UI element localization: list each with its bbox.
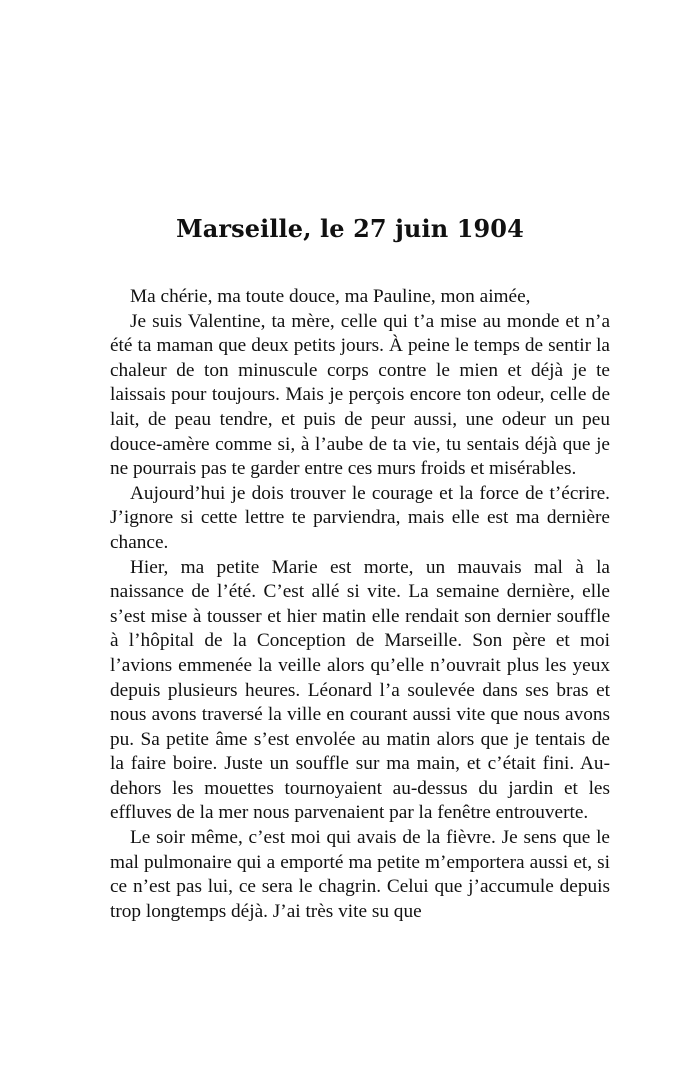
letter-heading: Marseille, le 27 juin 1904 (176, 214, 524, 243)
paragraph: Je suis Valentine, ta mère, celle qui t’a mise au monde et n’a été ta maman que deux petits jours. À peine le temps de sentir la chaleur de ton minuscule corps contre le mien et déjà je te laissais pour toujours. Mais je perçois encore ton odeur, celle de lait, de peau tendre, et puis de peur aussi, une odeur un peu douce-amère comme si, à l’aube de ta vie, tu sentais déjà que je ne pourrais pas te garder entre ces murs froids et misérables. (110, 310, 610, 480)
letter-body (110, 285, 610, 924)
paragraph: Le soir même, c’est moi qui avais de la fièvre. Je sens que le mal pulmonaire qui a emporté ma petite m’emportera aussi et, si ce n’est pas lui, ce sera le chagrin. Celui que j’accumule depuis trop longtemps déjà. J’ai très vite su que (110, 827, 610, 922)
paragraph: Hier, ma petite Marie est morte, un mauvais mal à la naissance de l’été. C’est allé si vite. La semaine dernière, elle s’est mise à tousser et hier matin elle rendait son dernier souffle à l’hôpital de la Conception de Marseille. Son père et moi l’avions emmenée la veille alors qu’elle n’ouvrait plus les yeux depuis plusieurs heures. Léonard l’a soulevée dans ses bras et nous avons traversé la ville en courant aussi vite que nous avons pu. Sa petite âme s’est envolée au matin alors que je tentais de la faire boire. Juste un souffle sur ma main, et c’était fini. Au-dehors les mouettes tournoyaient au-dessus du jardin et les effluves de la mer nous parvenaient par la fenêtre entrouverte. (110, 556, 610, 824)
paragraph-salutation: Ma chérie, ma toute douce, ma Pauline, mon aimée, (130, 286, 531, 307)
paragraph: Aujourd’hui je dois trouver le courage et la force de t’écrire. J’ignore si cette lettre te parviendra, mais elle est ma dernière chance. (110, 482, 610, 553)
